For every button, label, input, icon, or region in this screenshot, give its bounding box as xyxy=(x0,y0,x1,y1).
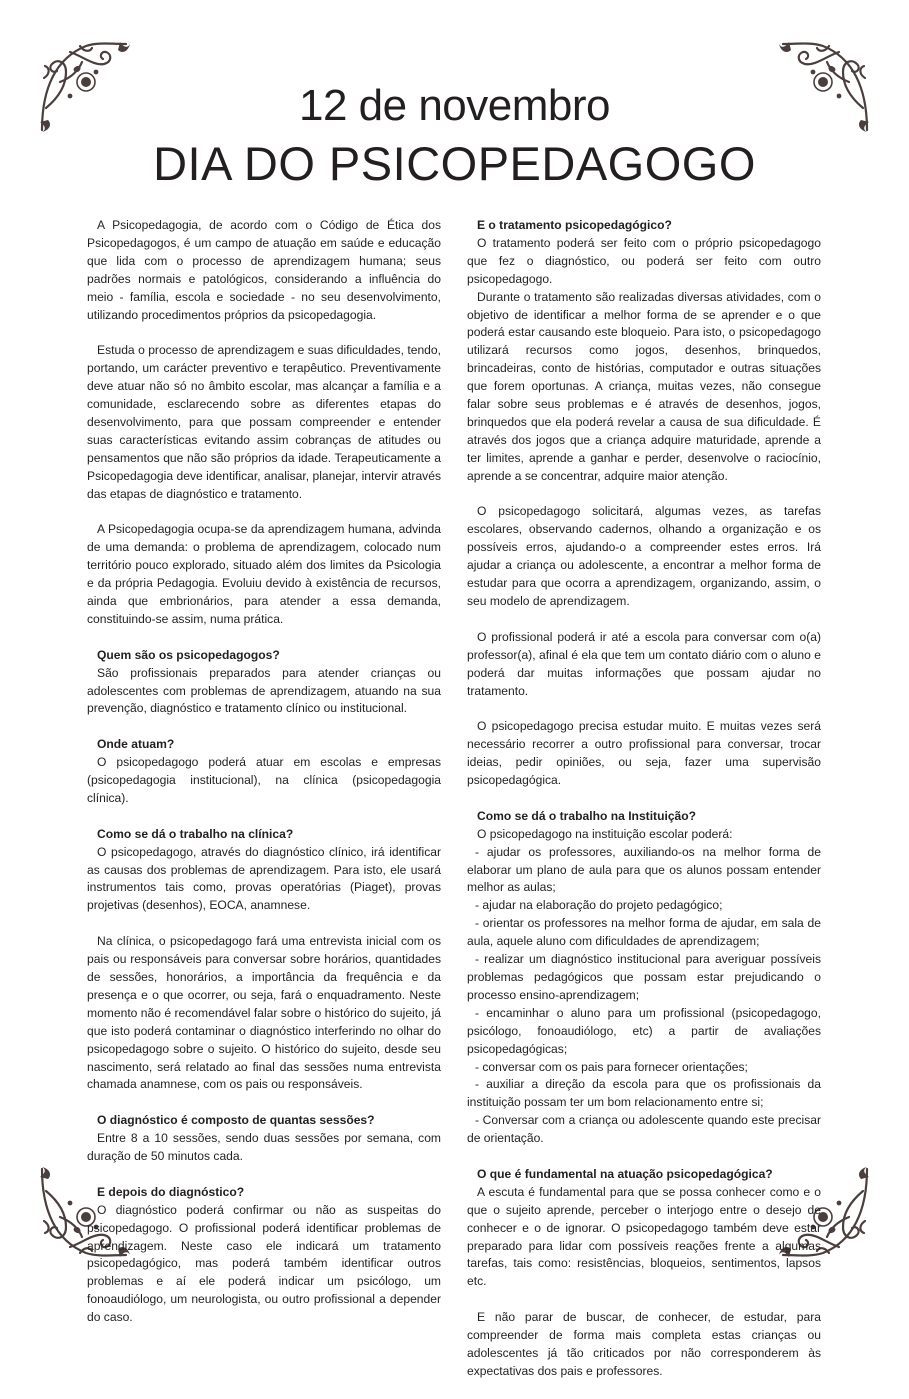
paragraph: A Psicopedagogia, de acordo com o Código de Ética dos Psicopedagogos, é um campo de atuação em saúde e educação que lida com o processo de aprendizagem humana; seus padrões normais e patológicos, considerando a influência do meio - família, escola e sociedade - no seu desenvolvimento, utilizando procedimentos próprios da psicopedagogia. xyxy=(87,218,441,322)
paragraph: O diagnóstico poderá confirmar ou não as suspeitas do psicopedagogo. O profissional poderá identificar problemas de aprendizagem. Neste caso ele indicará um tratamento psicopedagógico, mas poderá também identificar outros problemas e aí ele poderá indicar um psicólogo, um fonoaudiólogo, um neurologista, ou outro profissional a depender do caso. xyxy=(87,1202,441,1325)
paragraph: Estuda o processo de aprendizagem e suas dificuldades, tendo, portando, um carácter preventivo e terapêutico. Preventivamente deve atuar não só no âmbito escolar, mas alcançar a família e a comunidade, esclarecendo sobre as diferentes etapas do desenvolvimento, para que possam compreender e entender suas características evitando assim cobranças de atitudes ou pensamentos que não são próprios da idade. Terapeuticamente a Psicopedagogia deve identificar, analisar, planejar, intervir através das etapas de diagnóstico e tratamento. xyxy=(87,343,441,501)
paragraph: O tratamento poderá ser feito com o próprio psicopedagogo que fez o diagnóstico, ou poderá ser feito com outro psicopedagogo. xyxy=(467,235,821,286)
paragraph: Entre 8 a 10 sessões, sendo duas sessões por semana, com duração de 50 minutos cada. xyxy=(87,1131,441,1164)
paragraph: Durante o tratamento são realizadas diversas atividades, com o objetivo de identificar a melhor forma de se aprender e o que poderá estar causando este bloqueio. Para isto, o psicopedagogo utilizará recursos como jogos, desenhos, brinquedos, brincadeiras, conto de histórias, computador e outras situações que forem oportunas. A criança, muitas vezes, não consegue falar sobre seus problemas e é através de desenhos, jogos, brinquedos que ela poderá revelar a causa de sua dificuldade. É através dos jogos que a criança adquire maturidade, aprende a ter limites, aprende a ganhar e perder, desenvolve o raciocínio, aprende a se concentrar, adquire maior atenção. xyxy=(467,289,821,483)
paragraph: O psicopedagogo precisa estudar muito. E muitas vezes será necessário recorrer a outro profissional para conversar, trocar ideias, pedir opiniões, ou seja, fazer uma supervisão psicopedagógica. xyxy=(467,719,821,788)
section-heading: Como se dá o trabalho na Instituição? xyxy=(477,808,697,823)
date-heading: 12 de novembro xyxy=(299,81,610,130)
list-item: - ajudar na elaboração do projeto pedagógico; xyxy=(475,898,723,913)
list-item: - encaminhar o aluno para um profissional (psicopedagogo, psicólogo, fonoaudiólogo, etc) a partir de avaliações psicopedagógicas; xyxy=(467,1005,821,1056)
section-heading: Como se dá o trabalho na clínica? xyxy=(97,826,294,841)
list-item: - conversar com os pais para fornecer orientações; xyxy=(475,1059,748,1074)
list-item: - realizar um diagnóstico institucional para averiguar possíveis problemas pedagógicos que possam estar prejudicando o processo ensino-aprendizagem; xyxy=(467,952,821,1002)
section-heading: Onde atuam? xyxy=(97,737,175,752)
list-item: - orientar os professores na melhor forma de ajudar, em sala de aula, aquele aluno com dificuldades de aprendizagem; xyxy=(467,916,821,949)
paragraph: O profissional poderá ir até a escola para conversar com o(a) professor(a), afinal é ela que tem um contato diário com o aluno e poderá dar muitas informações que possam ajudar no tratamento. xyxy=(467,629,821,698)
paragraph: O psicopedagogo solicitará, algumas vezes, as tarefas escolares, observando cadernos, olhando a organização e os possíveis erros, ajudando-o a compreender estes erros. Irá ajudar a criança ou adolescente, a encontrar a melhor forma de estudar para que ocorra a aprendizagem, organizando, assim, o seu modelo de aprendizagem. xyxy=(467,504,821,609)
section-heading: E depois do diagnóstico? xyxy=(97,1184,245,1199)
list-item: - Conversar com a criança ou adolescente quando este precisar de orientação. xyxy=(467,1113,821,1146)
paragraph: A escuta é fundamental para que se possa conhecer como e o que o sujeito aprende, perceber o interjogo entre o desejo de conhecer e o de ignorar. O psicopedagogo também deve estar preparado para lidar com possíveis reações frente a algumas tarefas, tais como: resistências, bloqueios, sentimentos, lapsos etc. xyxy=(467,1184,821,1289)
section-heading: E o tratamento psicopedagógico? xyxy=(477,218,672,232)
section-heading: Quem são os psicopedagogos? xyxy=(97,647,280,662)
page-header xyxy=(0,78,909,192)
paragraph: O psicopedagogo poderá atuar em escolas e empresas (psicopedagogia institucional), na clínica (psicopedagogia clínica). xyxy=(87,755,441,805)
section-heading: O diagnóstico é composto de quantas sessões? xyxy=(97,1113,375,1128)
paragraph: E não parar de buscar, de conhecer, de estudar, para compreender de forma mais completa estas crianças ou adolescentes já tão criticados por não corresponderem às expectativas dos pais e professores. xyxy=(467,1310,821,1378)
paragraph: O psicopedagogo na instituição escolar poderá: xyxy=(477,826,733,841)
left-column xyxy=(87,217,441,1345)
paragraph: Na clínica, o psicopedagogo fará uma entrevista inicial com os pais ou responsáveis para conversar sobre horários, quantidades de sessões, honorários, a importância da frequência e da presença e o que ocorrer, ou seja, fará o enquadramento. Neste momento não é recomendável falar sobre o histórico do sujeito, já que isto poderá contaminar o diagnóstico interferindo no olhar do psicopedagogo sobre o sujeito. O histórico do sujeito, desde seu nascimento, será relatado ao final das sessões numa entrevista chamada anamnese, com os pais ou responsáveis. xyxy=(87,934,441,1092)
section-heading: O que é fundamental na atuação psicopedagógica? xyxy=(477,1166,773,1181)
paragraph: São profissionais preparados para atender crianças ou adolescentes com problemas de aprendizagem, atuando na sua prevenção, diagnóstico e tratamento clínico ou institucional. xyxy=(87,665,441,716)
right-column xyxy=(467,217,821,1399)
page-title: DIA DO PSICOPEDAGOGO xyxy=(153,137,756,190)
list-item: - ajudar os professores, auxiliando-os na melhor forma de elaborar um plano de aula para que os alunos possam entender melhor as aulas; xyxy=(467,844,821,895)
paragraph: O psicopedagogo, através do diagnóstico clínico, irá identificar as causas dos problemas de aprendizagem. Para isto, ele usará instrumentos tais como, provas operatórias (Piaget), provas projetivas (desenhos), EOCA, anamnese. xyxy=(87,844,441,913)
paragraph: A Psicopedagogia ocupa-se da aprendizagem humana, advinda de uma demanda: o problema de aprendizagem, colocado num território pouco explorado, situado além dos limites da Psicologia e da própria Pedagogia. Evoluiu devido à existência de recursos, ainda que embrionários, para atender a essa demanda, constituindo-se assim, numa prática. xyxy=(87,522,441,626)
list-item: - auxiliar a direção da escola para que os profissionais da instituição possam ter um bom relacionamento entre si; xyxy=(467,1077,821,1110)
